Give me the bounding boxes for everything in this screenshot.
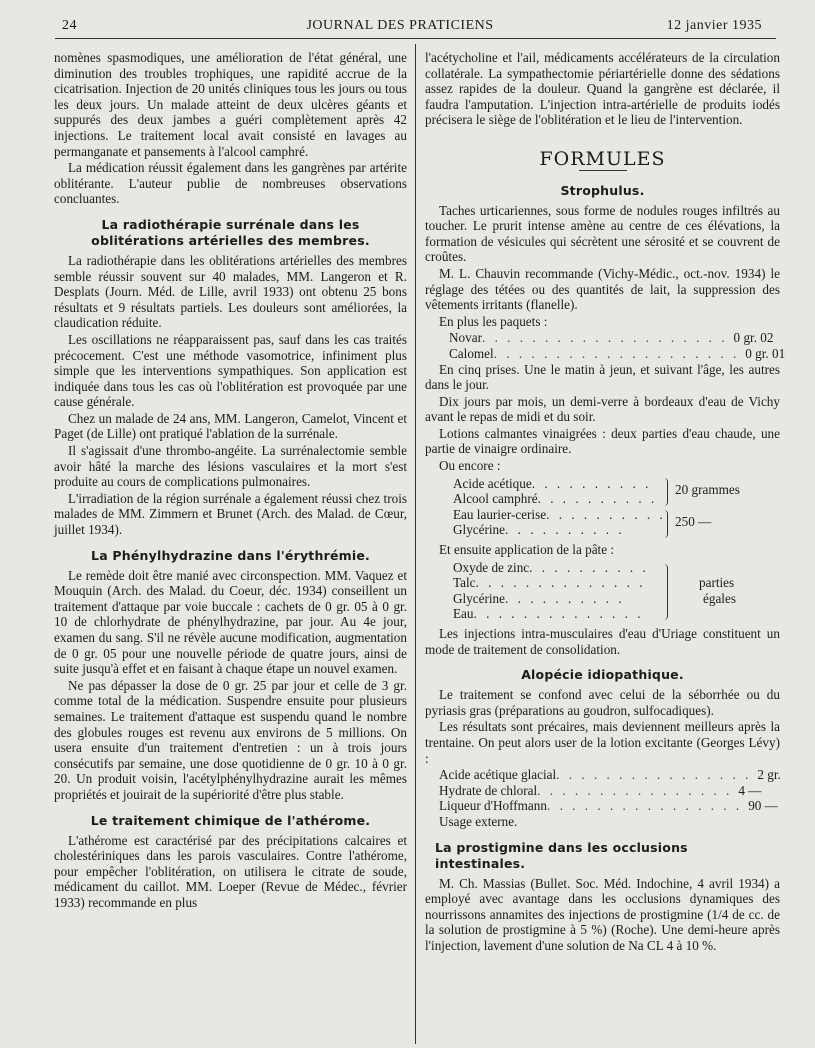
paragraph: Chez un malade de 24 ans, MM. Langeron, Camelot, Vincent et Paget (de Lille) ont pratiqué l'ablation de la surrénale. [54,410,407,442]
paragraph: nomènes spasmodiques, une amélioration de l'état général, une diminution des troubles trophiques, une rapidité accrue de la cicatrisation. Injection de 20 unités cliniques tous les jours ou tous les deux jours. Un malade atteint de deux ulcères géants et suppurés des deux jambes a guéri complètement après 42 injections. Le traitement local avait consisté en lavages au permanganate et pansements à l'alcool camphré. [54,50,407,159]
section-heading: Alopécie idiopathique. [521,667,684,683]
paragraph: En cinq prises. Une le matin à jeun, et suivant l'âge, les autres dans le jour. [425,361,780,393]
paragraph: Les résultats sont précaires, mais deviennent meilleurs après la trentaine. On peut alors user de la lotion excitante (Georges Lévy) : [425,719,780,766]
journal-title: JOURNAL DES PRATICIENS [306,18,494,33]
right-column [425,50,786,955]
paragraph: Dix jours par mois, un demi-verre à bordeaux d'eau de Vichy avant le repas de midi et du soir. [425,393,780,425]
ingredient-name: Eau [453,606,474,622]
prescription-line: Eau laurier-cerise . . . . . . . . . . [453,506,666,522]
ingredient-name: Calomel [449,345,494,361]
ingredient-name: Glycérine [453,522,505,538]
section-heading: La radiothérapie surrénale dans les oblitérations artérielles des membres. [91,216,370,248]
ingredient-name: Novar [449,330,482,346]
prescription-group [453,476,780,538]
paragraph: Les oscillations ne réapparaissent pas, sauf dans les cas traités précocement. C'est une méthode vasomotrice, infiniment plus simple que les interventions sympathiques. Son application est indiquée dans tous les cas où l'oblitération est provoquée par une cause générale. [54,331,407,410]
ingredient-dose: 0 gr. 02 [733,330,774,346]
paragraph: M. L. Chauvin recommande (Vichy-Médic., oct.-nov. 1934) le réglage des tétées ou des quantités de lait, la suppression des vêtements irritants (flanelle). [425,265,780,313]
ingredient-name: Alcool camphré [453,491,538,507]
ingredient-name: Eau laurier-cerise [453,506,547,522]
usage-note: Usage externe. [439,813,518,829]
prescription-line: Eau . . . . . . . . . . . . . . [453,606,644,622]
ingredient-name: Acide acétique [453,475,532,491]
section-heading: La prostigmine dans les occlusions intestinales. [435,839,688,871]
issue-date: 12 janvier 1935 [666,18,762,33]
section-heading: Le traitement chimique de l'athérome. [90,812,371,828]
ingredient-name: Acide acétique glacial [439,767,557,783]
paragraph: Le remède doit être manié avec circonspection. MM. Vaquez et Mouquin (Arch. des Malad. du Coeur, déc. 1934) conseillent un traitement d'attaque par voie buccale : cachets de 0 gr. 05 à 0 gr. 10 de chlorhydrate de phénylhydrazine, par jour. Au 4e jour, examen du sang. S'il ne révèle aucune modification, augmentation de 0 gr. 05 pour une nouvelle période de quatre jours, ainsi de suite jusqu'à effet et en faisant à chaque étape un nouvel examen. [54,567,407,677]
paragraph: Ou encore : [439,458,501,474]
paragraph: Ne pas dépasser la dose de 0 gr. 25 par jour et celle de 3 gr. comme total de la médication. Suspendre ensuite pour plusieurs semaines. Le traitement d'attaque est suspendu quand le nombre des globules rouges est revenu aux environs de 5 millions. On usera ensuite d'un traitement d'entretien : un à trois jours consécutifs par semaine, une dose quotidienne de 0 gr. 10 à 0 gr. 20. Un produit voisin, l'acétylphénylhydrazine aurait les mêmes propriétés et jouirait de la supériorité d'être plus stable. [54,677,407,802]
prescription-line: Oxyde de zinc . . . . . . . . . . [453,559,649,575]
column-divider [415,44,416,1044]
ingredient-dose: 4 — [738,782,762,798]
prescription-line: Hydrate de chloral . . . . . . . . . . . . . . . . 4 — [439,783,780,799]
paragraph: Le traitement se confond avec celui de la séborrhée ou du pyriasis gras (préparations au goudron, sulfocadiques). [425,687,780,718]
paragraph: L'athérome est caractérisé par des précipitations calcaires et cholestériniques dans les parois vasculaires. Contre l'athérome, pour empêcher l'oblitération, on utilisera le citrate de soude, médicament du caillot. MM. Loeper (Revue de Médec., février 1933) recommande en plus [54,832,407,910]
paragraph: La radiothérapie dans les oblitérations artérielles des membres semble réussir souvent sur 40 malades, MM. Langeron et R. Desplats (Journ. Méd. de Lille, avril 1933) ont obtenu 25 bons résultats et 9 résultats partiels. Les douleurs sont améliorées, la claudication réduite. [54,252,407,331]
prescription-line: Acide acétique . . . . . . . . . . [453,475,652,491]
paragraph: Lotions calmantes vinaigrées : deux parties d'eau chaude, une partie de vinaigre ordinaire. [425,425,780,457]
group-dose: 250 — [675,513,712,529]
section-heading: La Phénylhydrazine dans l'érythrémie. [91,547,370,563]
group-label: parties [699,574,735,590]
ingredient-dose: 90 — [748,798,778,814]
paragraph: l'acétycholine et l'ail, médicaments accélérateurs de la circulation collatérale. La sympathectomie périartérielle donne des sédations assez rapides de la douleur. Quand la gangrène est déclarée, il faudra l'amputation. L'injection intra-artérielle de produits iodés précisera le siège de l'oblitération et le lieu de l'intervention. [425,50,780,128]
prescription-line: Alcool camphré . . . . . . . . . . [453,491,658,507]
ingredient-name: Talc [453,575,476,591]
brace [661,564,668,620]
left-column [54,50,407,912]
prescription-group [453,560,780,622]
ingredient-name: Glycérine [453,590,505,606]
prescription-line: Calomel . . . . . . . . . . . . . . . . . . . . 0 gr. 01 [449,346,780,362]
paragraph: M. Ch. Massias (Bullet. Soc. Méd. Indochine, 4 avril 1934) a employé avec avantage dans les occlusions dynamiques des nourrissons annamites des injections de prostigmine (1/4 de cc. de la solution de prostigmine à 5 %) (Roche). Une demi-heure après l'injection, lavement d'une solution de Na CL 4 à 10 %. [425,875,780,953]
formules-title: FORMULES [539,147,666,170]
brace [661,478,668,506]
paragraph: Les injections intra-musculaires d'eau d'Uriage constituent un mode de traitement de consolidation. [425,626,780,657]
paragraph: Il s'agissait d'une thrombo-angéite. La surrénalectomie semble avoir hâté la marche des lésions vasculaires et la mort s'est produite au cours de complications pulmonaires. [54,443,407,490]
page-number: 24 [62,18,77,33]
ingredient-dose: 2 gr. [757,767,781,783]
section-heading: Strophulus. [560,182,645,198]
ingredient-name: Hydrate de chloral [439,782,538,798]
paragraph: La médication réussit également dans les gangrènes par artérite oblitérante. L'auteur publie de nombreuses observations concluantes. [54,160,407,207]
header-rule [55,38,776,39]
prescription-line: Acide acétique glacial . . . . . . . . . . . . . . . . 2 gr. [439,767,780,783]
ingredient-dose: 0 gr. 01 [745,345,786,361]
paragraph: Taches urticariennes, sous forme de nodules rouges infiltrés au toucher. Le prurit intense amène au centre de ces élévations, la formation de vésicules qui sécrètent une sérosité et se couvrent de croûtes. [425,202,780,265]
ingredient-name: Oxyde de zinc [453,559,530,575]
prescription-line: Glycérine . . . . . . . . . . [453,590,625,606]
paragraph: Et ensuite application de la pâte : [439,542,615,558]
paragraph: L'irradiation de la région surrénale a également réussi chez trois malades de MM. Zimmern et Brunet (Arch. des Malad. de Cœur, juillet 1934). [54,490,407,538]
prescription-line: Novar . . . . . . . . . . . . . . . . . . . . 0 gr. 02 [449,330,780,346]
prescription-line: Liqueur d'Hoffmann . . . . . . . . . . . . . . . . 90 — [439,798,780,814]
prescription-line: Glycérine . . . . . . . . . . [453,522,625,538]
brace [661,510,668,538]
group-dose: 20 grammes [675,481,740,497]
ingredient-name: Liqueur d'Hoffmann [439,798,547,814]
group-label: égales [703,590,736,606]
paragraph: En plus les paquets : [439,313,548,329]
prescription-line: Talc . . . . . . . . . . . . . . [453,575,646,591]
